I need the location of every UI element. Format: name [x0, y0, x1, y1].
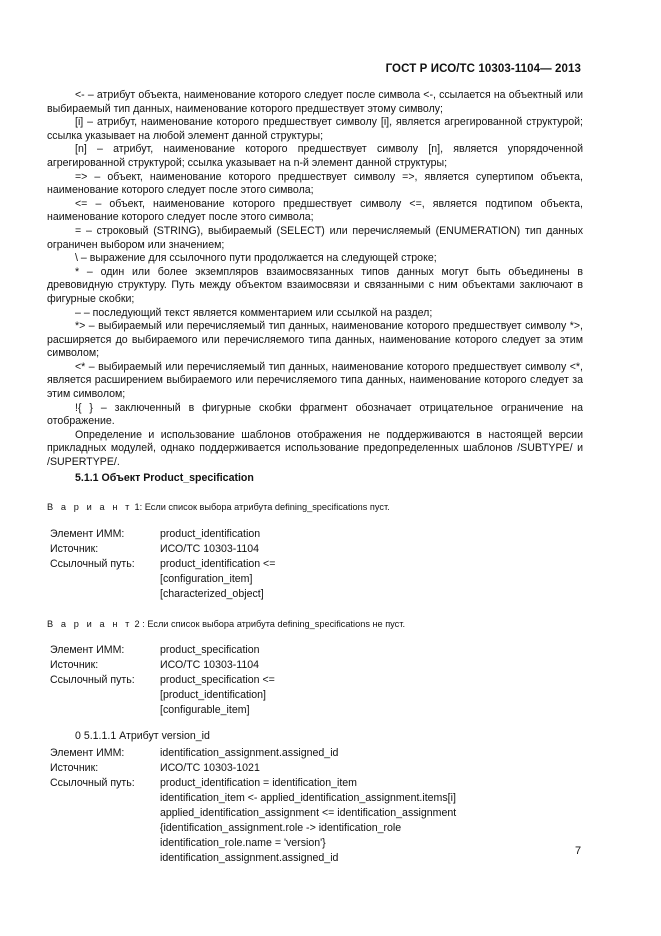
definition-paragraph: * – один или более экземпляров взаимосвязанных типов данных могут быть объединены в древовидную структуру. Путь между объектом взаимосвязи и связанными с ним объектами заключают в фигурные скобки;: [47, 265, 583, 305]
definition-paragraph: Определение и использование шаблонов отображения не поддерживаются в настоящей версии прикладных модулей, однако поддерживается использование предопределенных шаблонов /SUBTYPE/ и /SUPERTYPE/.: [47, 428, 583, 469]
page-number: 7: [575, 845, 582, 857]
mapping-key: Источник:: [50, 762, 99, 774]
definition-paragraph: <= – объект, наименование которого предшествует символу <=, является подтипом объекта, наименование которого следует после этого символа;: [47, 197, 583, 224]
mapping-value-line: ИСО/ТС 10303-1104: [160, 659, 260, 672]
mapping-key: Элемент ИММ:: [50, 527, 125, 540]
mapping-row: [50, 658, 275, 673]
variant-2-mapping-table: [50, 643, 275, 718]
definition-paragraph: !{ } – заключенный в фигурные скобки фрагмент обозначает отрицательное ограничение на отображение.: [47, 401, 583, 428]
document-code-header: ГОСТ Р ИСО/ТС 10303-1104— 2013: [385, 63, 581, 75]
mapping-key: Источник:: [50, 542, 99, 555]
mapping-value-line: applied_identification_assignment <= identification_assignment: [160, 807, 457, 819]
mapping-value-line: identification_role.name = 'version'}: [160, 837, 326, 849]
definition-paragraph: – – последующий текст является комментарием или ссылкой на раздел;: [75, 306, 433, 319]
mapping-value: [160, 673, 275, 718]
mapping-value-line: product_identification <=: [160, 557, 276, 570]
mapping-value-line: {identification_assignment.role -> identification_role: [160, 822, 402, 834]
mapping-value: [160, 542, 275, 557]
mapping-value-line: [characterized_object]: [160, 587, 264, 600]
mapping-value-line: [product_identification]: [160, 689, 267, 702]
mapping-value: [160, 746, 456, 761]
variant-1-mapping-table: [50, 527, 275, 602]
mapping-value: [160, 761, 456, 776]
mapping-value-line: product_specification <=: [160, 674, 275, 687]
definition-paragraph: = – строковый (STRING), выбираемый (SELECT) или перечисляемый (ENUMERATION) тип данных ограничен выбором или значением;: [47, 224, 583, 251]
mapping-value: [160, 643, 275, 658]
mapping-value-line: ИСО/ТС 10303-1021: [160, 762, 260, 774]
mapping-value-line: [configurable_item]: [160, 704, 250, 717]
mapping-value-line: identification_item <- applied_identification_assignment.items[i]: [160, 792, 456, 804]
mapping-row: [50, 746, 456, 761]
definition-paragraph: \ – выражение для ссылочного пути продолжается на следующей строке;: [75, 252, 437, 265]
page-body: [47, 89, 583, 866]
mapping-row: [50, 776, 456, 866]
attribute-heading: 0 5.1.1.1 Атрибут version_id: [75, 730, 210, 743]
variant-1-label: В а р и а н т: [47, 502, 132, 513]
mapping-value-line: product_identification: [160, 527, 261, 540]
definition-paragraph: [i] – атрибут, наименование которого предшествует символу [i], является агрегированной структурой; ссылка указывает на любой элемент данной структуры;: [47, 116, 583, 142]
mapping-key: Элемент ИММ:: [50, 747, 125, 759]
mapping-value: [160, 557, 275, 602]
mapping-row: [50, 527, 275, 542]
definition-paragraph: <- – атрибут объекта, наименование которого следует после символа <-, ссылается на объектный или выбираемый тип данных, наименование которого предшествует этому символу;: [47, 89, 583, 115]
variant-2-text: 2 : Если список выбора атрибута defining_specifications не пуст.: [132, 618, 406, 629]
mapping-key: Элемент ИММ:: [50, 644, 125, 657]
variant-2-caption: [47, 618, 583, 632]
mapping-row: [50, 542, 275, 557]
mapping-value-line: [configuration_item]: [160, 572, 253, 585]
symbol-definitions: [47, 89, 583, 470]
mapping-row: [50, 557, 275, 602]
mapping-row: [50, 761, 456, 776]
mapping-key: Ссылочный путь:: [50, 777, 135, 789]
mapping-row: [50, 643, 275, 658]
mapping-value-line: product_identification = identification_item: [160, 777, 357, 789]
definition-paragraph: <* – выбираемый или перечисляемый тип данных, наименование которого предшествует символу <*, является расширением выбираемого или перечисляемого типа данных, наименование которого следует за этим символом;: [47, 360, 583, 401]
variant-2-label: В а р и а н т: [47, 618, 132, 629]
mapping-key: Ссылочный путь:: [50, 674, 135, 687]
mapping-value-line: identification_assignment.assigned_id: [160, 747, 339, 759]
definition-paragraph: *> – выбираемый или перечисляемый тип данных, наименование которого предшествует символу *>, расширяется до выбираемого или перечисляемого типа данных, наименование которого следует за этим символом;: [47, 320, 583, 360]
mapping-key: Источник:: [50, 659, 99, 672]
variant-1-caption: [47, 501, 583, 515]
mapping-row: [50, 673, 275, 718]
mapping-value: [160, 776, 456, 866]
section-heading: 5.1.1 Объект Product_specification: [75, 471, 254, 484]
definition-paragraph: [n] – атрибут, наименование которого предшествует символу [n], является упорядоченной агрегированной структурой; ссылка указывает на n-й элемент данной структуры;: [47, 143, 583, 169]
mapping-key: Ссылочный путь:: [50, 557, 135, 570]
attribute-mapping-table: [50, 746, 456, 866]
mapping-value: [160, 527, 275, 542]
mapping-value-line: identification_assignment.assigned_id: [160, 852, 339, 864]
mapping-value: [160, 658, 275, 673]
mapping-value-line: product_specification: [160, 644, 260, 657]
definition-paragraph: => – объект, наименование которого предшествует символу =>, является супертипом объекта, наименование которого следует после этого символа;: [47, 170, 583, 197]
mapping-value-line: ИСО/ТС 10303-1104: [160, 542, 260, 555]
variant-1-text: 1: Если список выбора атрибута defining_specifications пуст.: [132, 502, 390, 513]
